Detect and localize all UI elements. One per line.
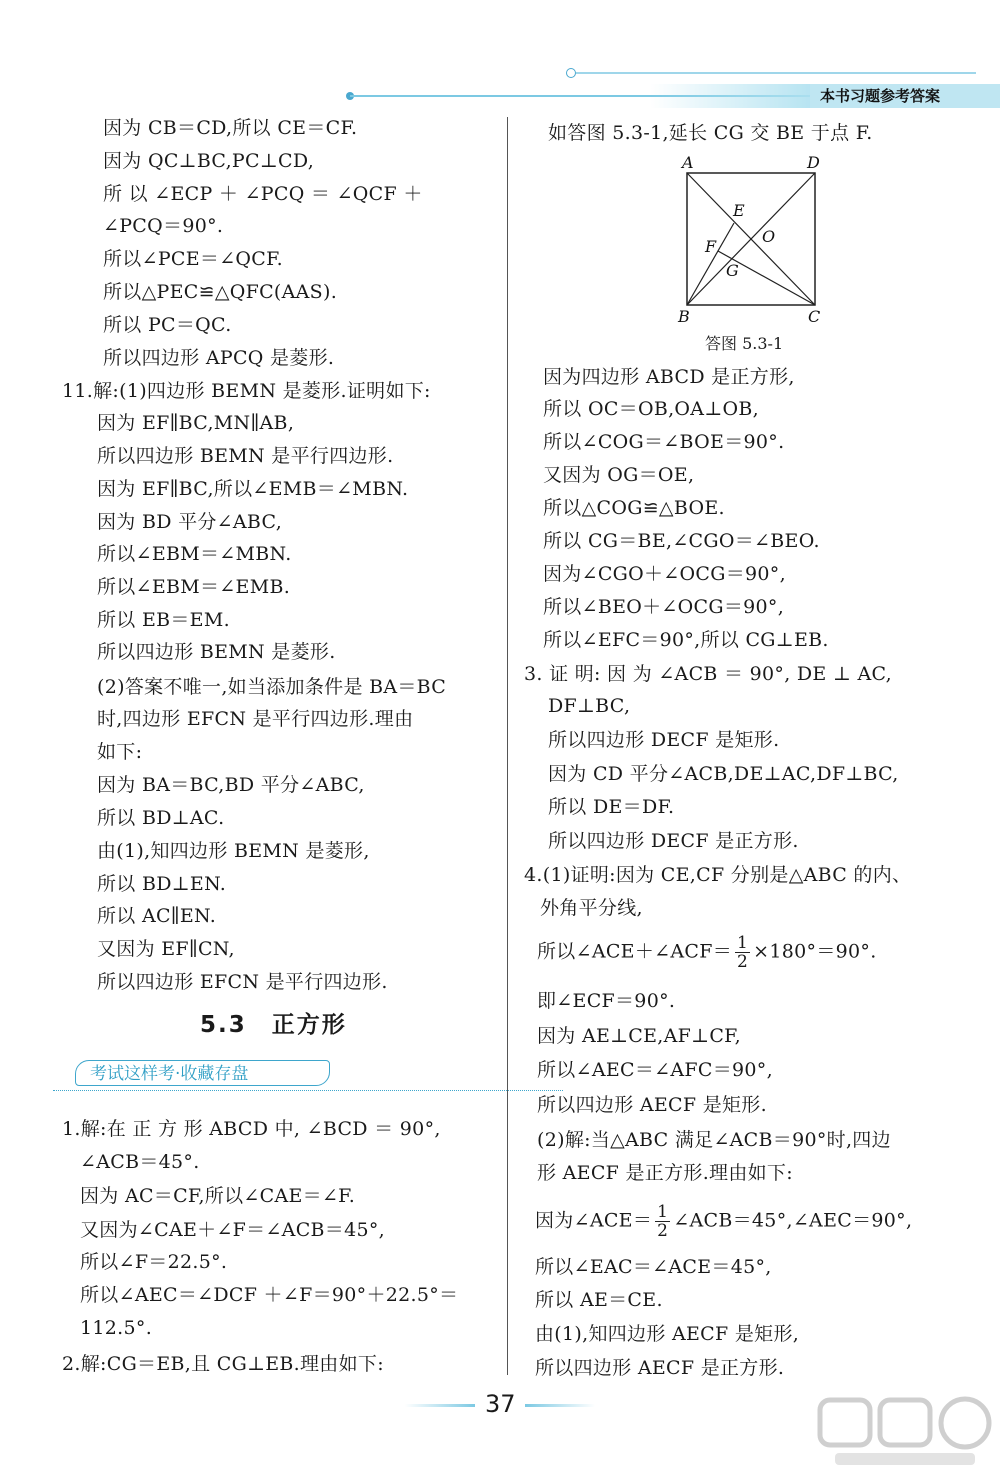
fraction-line-text: ∠ACB＝45°,∠AEC＝90°, — [673, 1209, 913, 1232]
answer-line: 所以四边形 DECF 是正方形. — [548, 830, 799, 852]
answer-line: 所以四边形 AECF 是正方形. — [535, 1357, 785, 1379]
answer-line: 所以∠BEO＋∠OCG＝90°, — [543, 596, 785, 618]
page-number-decoration — [525, 1404, 595, 1407]
answer-line: 所以 OC＝OB,OA⊥OB, — [543, 398, 759, 420]
answer-line: 所以 AC∥EN. — [97, 905, 217, 927]
label-b: B — [678, 307, 690, 326]
answer-line: (2)解:当△ABC 满足∠ACB＝90°时,四边 — [537, 1129, 891, 1151]
watermark-logo — [815, 1395, 995, 1470]
fraction — [735, 934, 750, 971]
fraction-denominator: 2 — [737, 952, 749, 972]
page-number-decoration — [405, 1404, 475, 1407]
answer-line: 因为 EF∥BC,所以∠EMB＝∠MBN. — [97, 478, 409, 500]
answer-line: 所以∠EFC＝90°,所以 CG⊥EB. — [543, 629, 829, 651]
label-o: O — [762, 227, 776, 246]
answer-line: 时,四边形 EFCN 是平行四边形.理由 — [97, 708, 414, 730]
answer-line: 所以四边形 BEMN 是平行四边形. — [97, 445, 394, 467]
header-tag: 本书习题参考答案 — [810, 84, 1000, 108]
answer-line: 所以∠AEC＝∠DCF ＋∠F＝90°＋22.5°＝ — [80, 1284, 459, 1306]
answer-line: 所以∠AEC＝∠AFC＝90°, — [537, 1059, 773, 1081]
answer-line: 所以 BD⊥EN. — [97, 873, 227, 895]
figure-caption: 答图 5.3-1 — [705, 334, 784, 353]
answer-line: 所以 EB＝EM. — [97, 609, 230, 631]
label-g: G — [726, 261, 739, 280]
answer-line: 所 以 ∠ECP ＋ ∠PCQ ＝ ∠QCF ＋ — [103, 183, 423, 205]
answer-line: 所以 BD⊥AC. — [97, 807, 225, 829]
answer-line: 如答图 5.3-1,延长 CG 交 BE 于点 F. — [548, 122, 873, 144]
answer-line: 因为 BA＝BC,BD 平分∠ABC, — [97, 774, 365, 796]
answer-line: 所以四边形 APCQ 是菱形. — [103, 347, 335, 369]
answer-line: 因为 CB＝CD,所以 CE＝CF. — [103, 117, 358, 139]
answer-line: ∠PCQ＝90°. — [103, 215, 224, 237]
answer-line: 4.(1)证明:因为 CE,CF 分别是△ABC 的内、 — [524, 864, 912, 886]
answer-line: 所以 AE＝CE. — [535, 1289, 663, 1311]
answer-line: 所以∠EAC＝∠ACE＝45°, — [535, 1256, 772, 1278]
answer-line: 外角平分线, — [540, 897, 643, 919]
banner-label: 考试这样考·收藏存盘 — [75, 1060, 330, 1086]
fraction-line-text: 所以∠ACE＋∠ACF＝ — [537, 940, 733, 963]
label-d: D — [807, 153, 820, 172]
answer-line: 即∠ECF＝90°. — [537, 990, 676, 1012]
answer-line: 如下: — [97, 741, 143, 763]
label-e: E — [733, 201, 745, 220]
answer-line: 所以∠EBM＝∠EMB. — [97, 576, 291, 598]
answer-line: 2.解:CG＝EB,且 CG⊥EB.理由如下: — [62, 1353, 384, 1375]
answer-line: 所以四边形 EFCN 是平行四边形. — [97, 971, 388, 993]
answer-line: DF⊥BC, — [548, 695, 631, 717]
answer-line: 所以∠EBM＝∠MBN. — [97, 543, 292, 565]
answer-line: 112.5°. — [80, 1317, 153, 1339]
answer-line: ∠ACB＝45°. — [80, 1151, 200, 1173]
answer-line: 所以 DE＝DF. — [548, 796, 675, 818]
answer-line: 因为 AC＝CF,所以∠CAE＝∠F. — [80, 1185, 356, 1207]
answer-line: 所以四边形 BEMN 是菱形. — [97, 641, 336, 663]
answer-line: 所以∠COG＝∠BOE＝90°. — [543, 431, 785, 453]
answer-line: 又因为 EF∥CN, — [97, 938, 235, 960]
answer-line: 因为 QC⊥BC,PC⊥CD, — [103, 150, 315, 172]
answer-line: 因为∠CGO＋∠OCG＝90°, — [543, 563, 786, 585]
fraction-line-2 — [535, 1203, 912, 1240]
answer-line: 因为 EF∥BC,MN∥AB, — [97, 412, 295, 434]
answer-line: 11.解:(1)四边形 BEMN 是菱形.证明如下: — [62, 380, 431, 402]
geometry-figure — [670, 150, 830, 330]
answer-line: 1.解:在 正 方 形 ABCD 中, ∠BCD ＝ 90°, — [62, 1118, 441, 1140]
page-number: 37 — [485, 1390, 516, 1418]
fraction-numerator: 1 — [737, 933, 749, 953]
answer-line: 因为 CD 平分∠ACB,DE⊥AC,DF⊥BC, — [548, 763, 899, 785]
answer-line: 又因为 OG＝OE, — [543, 464, 695, 486]
header-gradient — [650, 84, 810, 108]
label-c: C — [808, 307, 821, 326]
answer-line: 3. 证 明: 因 为 ∠ACB ＝ 90°, DE ⊥ AC, — [524, 663, 892, 685]
answer-line: 所以四边形 AECF 是矩形. — [537, 1094, 767, 1116]
answer-line: 因为 BD 平分∠ABC, — [97, 511, 283, 533]
answer-line: 所以四边形 DECF 是矩形. — [548, 729, 780, 751]
section-banner — [75, 1060, 335, 1092]
fraction — [655, 1203, 670, 1240]
fraction-line-1 — [537, 934, 877, 971]
header-ornament-line — [576, 72, 976, 74]
answer-line: 又因为∠CAE＋∠F＝∠ACB＝45°, — [80, 1219, 386, 1241]
answer-line: 形 AECF 是正方形.理由如下: — [537, 1162, 793, 1184]
answer-line: 所以△COG≌△BOE. — [543, 497, 725, 519]
answer-line: 所以△PEC≌△QFC(AAS). — [103, 281, 338, 303]
section-title: 5.3 正方形 — [200, 1012, 347, 1038]
label-a: A — [682, 153, 694, 172]
answer-line: 因为 AE⊥CE,AF⊥CF, — [537, 1025, 742, 1047]
answer-line: (2)答案不唯一,如当添加条件是 BA＝BC — [97, 676, 447, 698]
page-header — [350, 84, 1000, 108]
answer-line: 所以 CG＝BE,∠CGO＝∠BEO. — [543, 530, 820, 552]
fraction-numerator: 1 — [657, 1202, 669, 1222]
fraction-line-text: ×180°＝90°. — [753, 940, 877, 963]
answer-line: 由(1),知四边形 BEMN 是菱形, — [97, 840, 370, 862]
fraction-denominator: 2 — [657, 1221, 669, 1241]
fraction-line-text: 因为∠ACE＝ — [535, 1209, 653, 1232]
answer-line: 因为四边形 ABCD 是正方形, — [543, 366, 795, 388]
answer-line: 由(1),知四边形 AECF 是矩形, — [535, 1323, 800, 1345]
answer-line: 所以∠F＝22.5°. — [80, 1251, 228, 1273]
answer-line: 所以∠PCE＝∠QCF. — [103, 248, 284, 270]
column-divider — [507, 117, 508, 1375]
answer-line: 所以 PC＝QC. — [103, 314, 232, 336]
header-ornament-dot — [566, 68, 576, 78]
label-f: F — [705, 237, 717, 256]
banner-underline — [53, 1090, 563, 1091]
